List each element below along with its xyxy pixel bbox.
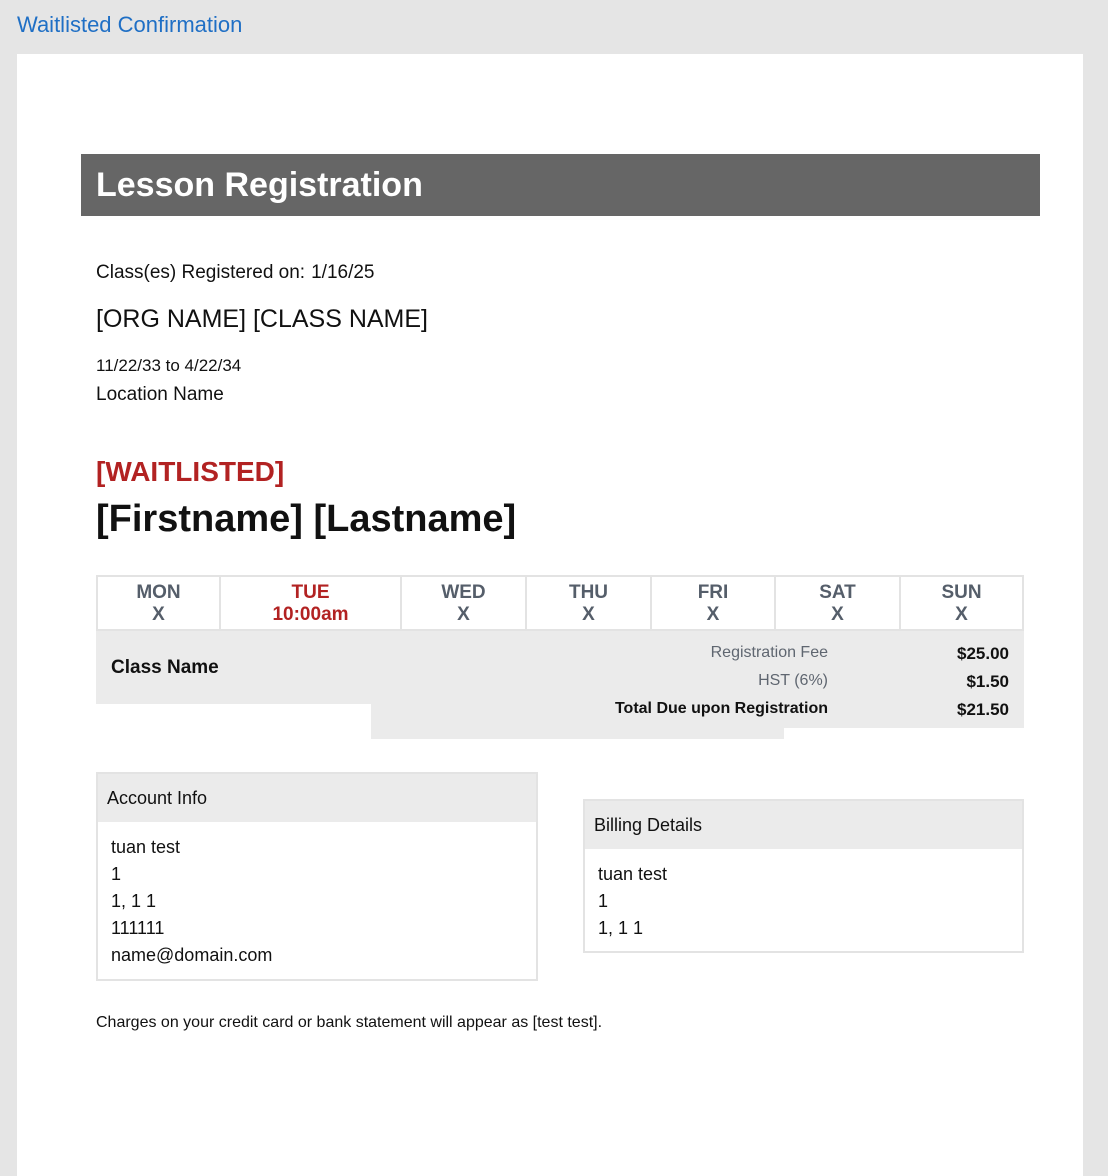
day-value: X <box>831 604 844 625</box>
class-location: Location Name <box>96 384 224 405</box>
account-info-body <box>98 822 536 969</box>
registered-on-label: Class(es) Registered on: <box>96 262 306 283</box>
day-value: 10:00am <box>272 604 349 625</box>
day-wed <box>402 577 527 629</box>
day-name: SAT <box>819 582 856 603</box>
account-email: name@domain.com <box>111 945 273 965</box>
statement-footnote: Charges on your credit card or bank statement will appear as [test test]. <box>96 1014 603 1031</box>
day-fri <box>652 577 776 629</box>
account-line: 1 <box>111 864 122 884</box>
fee-row-hst <box>371 672 1024 696</box>
account-line: 111111 <box>111 918 165 938</box>
schedule-days <box>96 575 1024 631</box>
waitlisted-confirmation-link[interactable]: Waitlisted Confirmation <box>17 12 243 37</box>
day-value: X <box>706 604 720 625</box>
fee-label: Total Due upon Registration <box>614 700 828 717</box>
billing-line: 1 <box>598 891 609 911</box>
day-name: WED <box>441 582 486 603</box>
registered-on-date: 1/16/25 <box>311 262 375 283</box>
day-name: SUN <box>941 582 982 603</box>
day-tue <box>221 577 402 629</box>
day-value: X <box>955 604 968 625</box>
page-title: Lesson Registration <box>81 154 1040 216</box>
fee-label: HST (6%) <box>758 672 828 689</box>
day-mon <box>98 577 221 629</box>
class-date-range: 11/22/33 to 4/22/34 <box>96 356 242 375</box>
billing-details-body <box>585 849 1022 942</box>
day-name: FRI <box>697 582 729 603</box>
day-name: THU <box>568 582 609 603</box>
account-info-panel <box>96 772 538 981</box>
billing-line: 1, 1 1 <box>598 918 644 938</box>
day-name: TUE <box>291 582 330 603</box>
confirmation-document <box>17 54 1083 1176</box>
billing-details-panel <box>583 799 1024 953</box>
billing-line: tuan test <box>598 864 668 884</box>
fee-summary <box>371 631 1024 728</box>
day-sun <box>901 577 1022 629</box>
fee-label: Registration Fee <box>710 644 828 661</box>
account-info-title: Account Info <box>98 774 536 822</box>
account-line: tuan test <box>111 837 181 857</box>
fee-row-registration <box>371 644 1024 668</box>
account-line: 1, 1 1 <box>111 891 157 911</box>
day-value: X <box>457 604 470 625</box>
registered-on-line <box>96 262 375 284</box>
day-value: X <box>152 604 165 625</box>
day-name: MON <box>136 582 181 603</box>
fee-amount: $1.50 <box>966 672 1009 691</box>
summary-class-name: Class Name <box>96 631 372 704</box>
status-badge: [WAITLISTED] <box>96 456 285 487</box>
receipt-tear-edge <box>371 728 784 739</box>
day-value: X <box>582 604 595 625</box>
day-thu <box>527 577 652 629</box>
billing-details-title: Billing Details <box>585 801 1022 849</box>
registrant-name: [Firstname] [Lastname] <box>96 498 517 540</box>
fee-amount: $21.50 <box>957 700 1009 719</box>
fee-row-total <box>371 700 1024 724</box>
day-sat <box>776 577 901 629</box>
fee-amount: $25.00 <box>957 644 1009 663</box>
org-class-name: [ORG NAME] [CLASS NAME] <box>96 305 429 333</box>
